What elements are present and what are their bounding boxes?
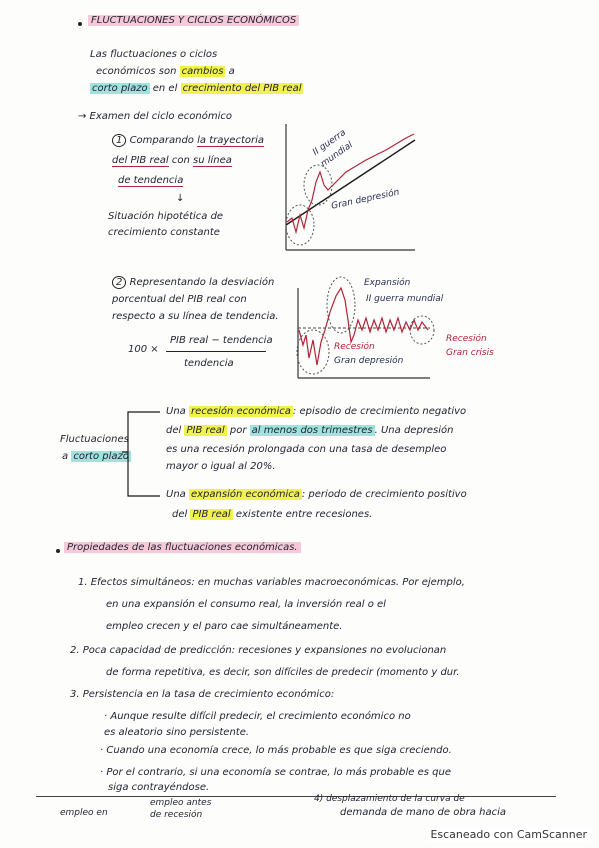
item2-line1 [112,276,274,290]
prop3-text: Aunque resulte difícil predecir, el crecimiento económico no [110,711,411,722]
bottom-text-2: empleo antes [150,798,212,808]
recesion-def-line1 [166,405,466,419]
item2-line2: porcentual del PIB real con [112,294,247,305]
intro-text: a [228,66,235,77]
fluct-text: a [62,451,69,462]
chart2-label-depresion: Gran depresión [334,356,404,366]
intro-text: económicos son [96,66,177,77]
exp-text: del [172,509,188,520]
prop3-text: Cuando una economía crece, lo más probable es que siga creciendo. [106,745,452,756]
chart1-label-guerra: II guerra mundial [311,127,355,170]
chart1-guerra-circle [304,165,332,205]
exp-text: Una [166,489,186,500]
recesion-def-line4: mayor o igual al 20%. [166,461,276,472]
prop3-b1-line2: es aleatorio sino persistente. [104,727,250,738]
page-title [88,14,299,28]
highlight-cambios: cambios [181,66,224,77]
prop1-line2: en una expansión el consumo real, la inversión real o el [106,599,386,610]
props-bullet [56,549,60,553]
highlight-corto-plazo-2: corto plazo [73,451,129,462]
item1-sub2: crecimiento constante [108,227,220,238]
bottom-text-3: de recesión [150,810,203,820]
title-bullet [78,22,82,26]
exp-text: : periodo de crecimiento positivo [301,489,467,500]
item1-line2 [112,154,232,168]
props-title [64,541,301,555]
chart2-depresion-circle [297,330,329,374]
item1-line1 [112,134,264,148]
expansion-def-line1 [166,488,467,502]
bottom-divider [36,796,556,797]
highlight-recesion: recesión económica [190,406,291,417]
expansion-def-line2 [172,508,372,522]
rec-text: por [229,425,247,436]
item1-underline: del PIB real [112,155,169,166]
formula-numerator: PIB real − tendencia [170,335,273,346]
bottom-text-5: demanda de mano de obra hacia [340,807,506,818]
fluct-label-2 [62,450,131,464]
item2-text: Representando la desviación [129,277,275,288]
item1-number: 1 [112,134,126,147]
prop3-line1: 3. Persistencia en la tasa de crecimiento económico: [70,689,335,700]
rec-text: Una [166,406,186,417]
item1-underline: de tendencia [118,175,184,186]
recesion-def-line3: es una recesión prolongada con una tasa de desempleo [166,444,447,455]
chart2-label-crisis: Gran crisis [446,348,494,358]
rec-text: del [166,425,182,436]
camscanner-watermark: Escaneado con CamScanner [426,827,591,842]
prop3-b1-line1: · Aunque resulte difícil predecir, el crecimiento económico no [104,711,411,722]
item1-underline: su línea [193,155,232,166]
item1-sub1: Situación hipotética de [108,211,224,222]
prop1-line1: 1. Efectos simultáneos: en muchas variables macroeconómicas. Por ejemplo, [78,577,465,588]
chart1-depresion-circle [286,205,314,245]
highlight-expansion: expansión económica [190,489,300,500]
examen-heading: → Examen del ciclo económico [78,111,232,122]
rec-text: : episodio de crecimiento negativo [292,406,467,417]
formula-prefix: 100 × [128,344,159,355]
intro-line-3 [90,82,303,96]
highlight-crecimiento: crecimiento del PIB real [182,83,302,94]
prop1-line3: empleo crecen y el paro cae simultáneamente. [106,621,343,632]
props-title-text: Propiedades de las fluctuaciones económicas. [64,542,301,553]
bottom-text-4: 4) desplazamiento de la curva de [314,794,465,804]
bottom-text-1: empleo en [60,808,108,818]
item1-arrow: ↓ [176,193,185,204]
item1-underline: la trayectoria [197,135,264,146]
item1-text: con [171,155,190,166]
prop3-b3-line2: siga contrayéndose. [108,782,210,793]
intro-text: en el [152,83,178,94]
highlight-pib-2: PIB real [192,509,231,520]
formula-denominator: tendencia [184,358,234,369]
highlight-trimestres: al menos dos trimestres [251,425,373,436]
item2-line3: respecto a su línea de tendencia. [112,311,279,322]
fluct-bracket [0,0,1,1]
item2-number: 2 [112,276,126,289]
prop3-b2: · Cuando una economía crece, lo más probable es que siga creciendo. [100,745,452,756]
item1-line3 [118,174,183,188]
exp-text: existente entre recesiones. [235,509,373,520]
chart1-label-depresion: Gran depresión [330,187,401,212]
intro-line-2 [96,65,235,79]
chart2-label-recesion-right: Recesión [446,334,487,344]
chart2-label-recesion-left: Recesión [334,342,375,352]
chart2-label-guerra: II guerra mundial [366,294,444,304]
highlight-corto-plazo: corto plazo [92,83,148,94]
prop2-line1: 2. Poca capacidad de predicción: recesiones y expansiones no evolucionan [70,645,447,656]
intro-line-1: Las fluctuaciones o ciclos [90,49,218,60]
chart2-expansion-circle [327,277,355,333]
formula-fraction-bar [166,351,266,352]
fluct-label-1: Fluctuaciones [60,434,129,445]
prop3-text: Por el contrario, si una economía se contrae, lo más probable es que [106,767,451,778]
recesion-def-line2 [166,424,454,438]
prop2-line2: de forma repetitiva, es decir, son difíciles de predecir (momento y dur. [106,667,460,678]
page-title-text: FLUCTUACIONES Y CICLOS ECONÓMICOS [88,15,299,26]
highlight-pib: PIB real [186,425,225,436]
rec-text: . Una depresión [374,425,454,436]
chart2-label-expansion: Expansión [364,278,411,288]
prop3-b3-line1: · Por el contrario, si una economía se contrae, lo más probable es que [100,767,451,778]
item1-text: Comparando [129,135,194,146]
